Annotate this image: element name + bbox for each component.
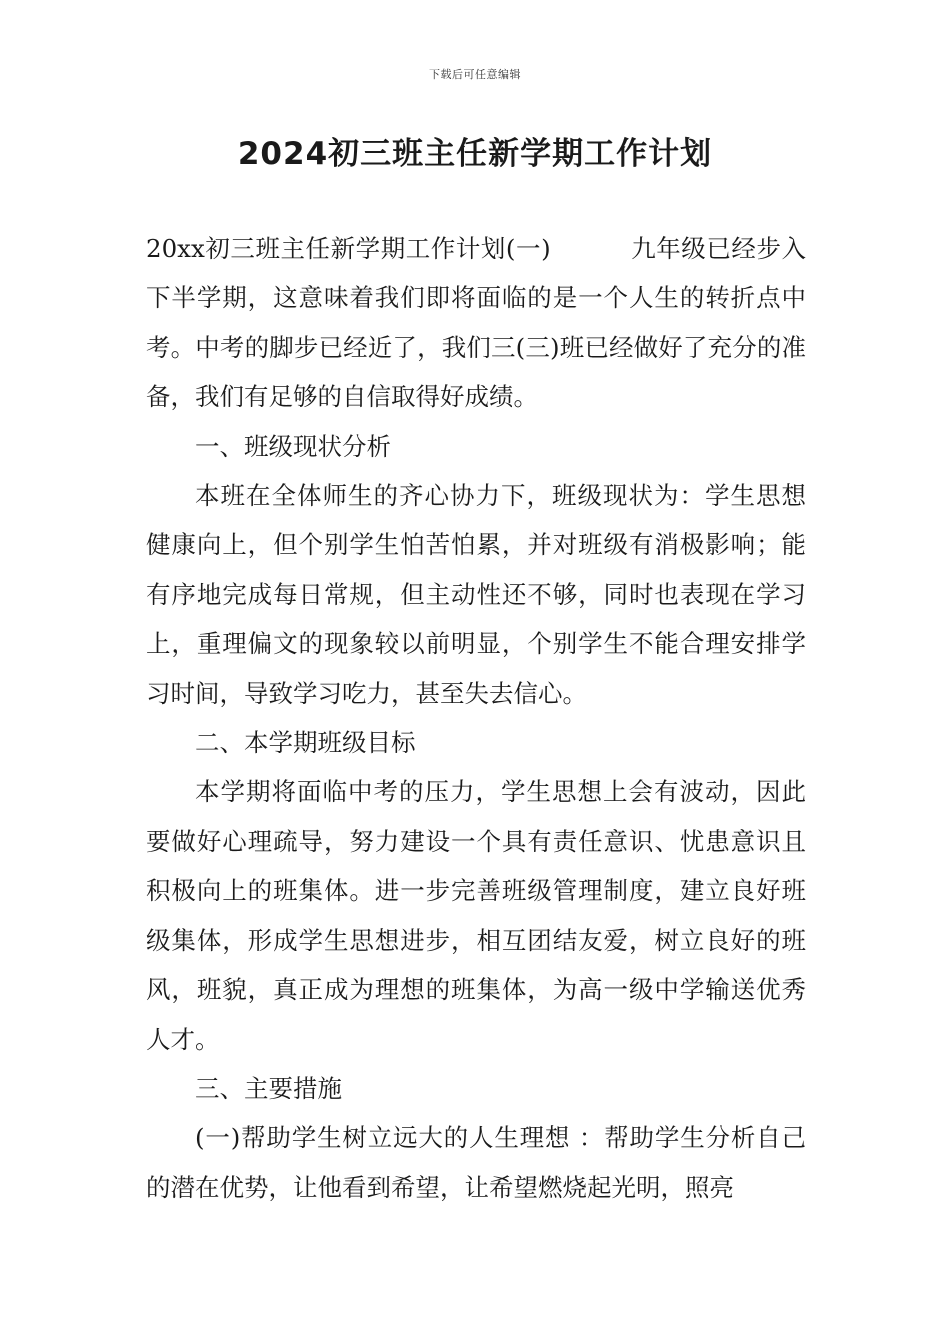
section-paragraph-1: 本班在全体师生的齐心协力下，班级现状为：学生思想健康向上，但个别学生怕苦怕累，并对班级有消极影响；能有序地完成每日常规，但主动性还不够，同时也表现在学习上，重理偏文的现象较以前明显，个别学生不能合理安排学习时间，导致学习吃力，甚至失去信心。 bbox=[146, 481, 806, 708]
header-note: 下载后可任意编辑 bbox=[429, 68, 521, 81]
page-title: 2024初三班主任新学期工作计划 bbox=[237, 136, 713, 172]
intro-label: 20xx初三班主任新学期工作计划(一) bbox=[146, 234, 551, 263]
section-paragraph-3: (一)帮助学生树立远大的人生理想 ：帮助学生分析自己的潜在优势，让他看到希望，让希望燃烧起光明，照亮 bbox=[146, 1123, 806, 1202]
intro-text: 九年级已经步入下半学期，这意味着我们即将面临的是一个人生的转折点中考。中考的脚步已经近了，我们三(三)班已经做好了充分的准备，我们有足够的自信取得好成绩。 bbox=[146, 234, 806, 412]
document-body bbox=[146, 224, 806, 1212]
intro-paragraph bbox=[146, 224, 806, 422]
section-heading-2: 二、本学期班级目标 bbox=[195, 728, 416, 758]
section-paragraph-2: 本学期将面临中考的压力，学生思想上会有波动，因此要做好心理疏导，努力建设一个具有责任意识、忧患意识且积极向上的班集体。进一步完善班级管理制度，建立良好班级集体，形成学生思想进步，相互团结友爱，树立良好的班风，班貌，真正成为理想的班集体，为高一级中学输送优秀人才。 bbox=[146, 777, 806, 1054]
section-heading-3: 三、主要措施 bbox=[195, 1073, 342, 1103]
section-heading-1: 一、班级现状分析 bbox=[195, 431, 391, 461]
